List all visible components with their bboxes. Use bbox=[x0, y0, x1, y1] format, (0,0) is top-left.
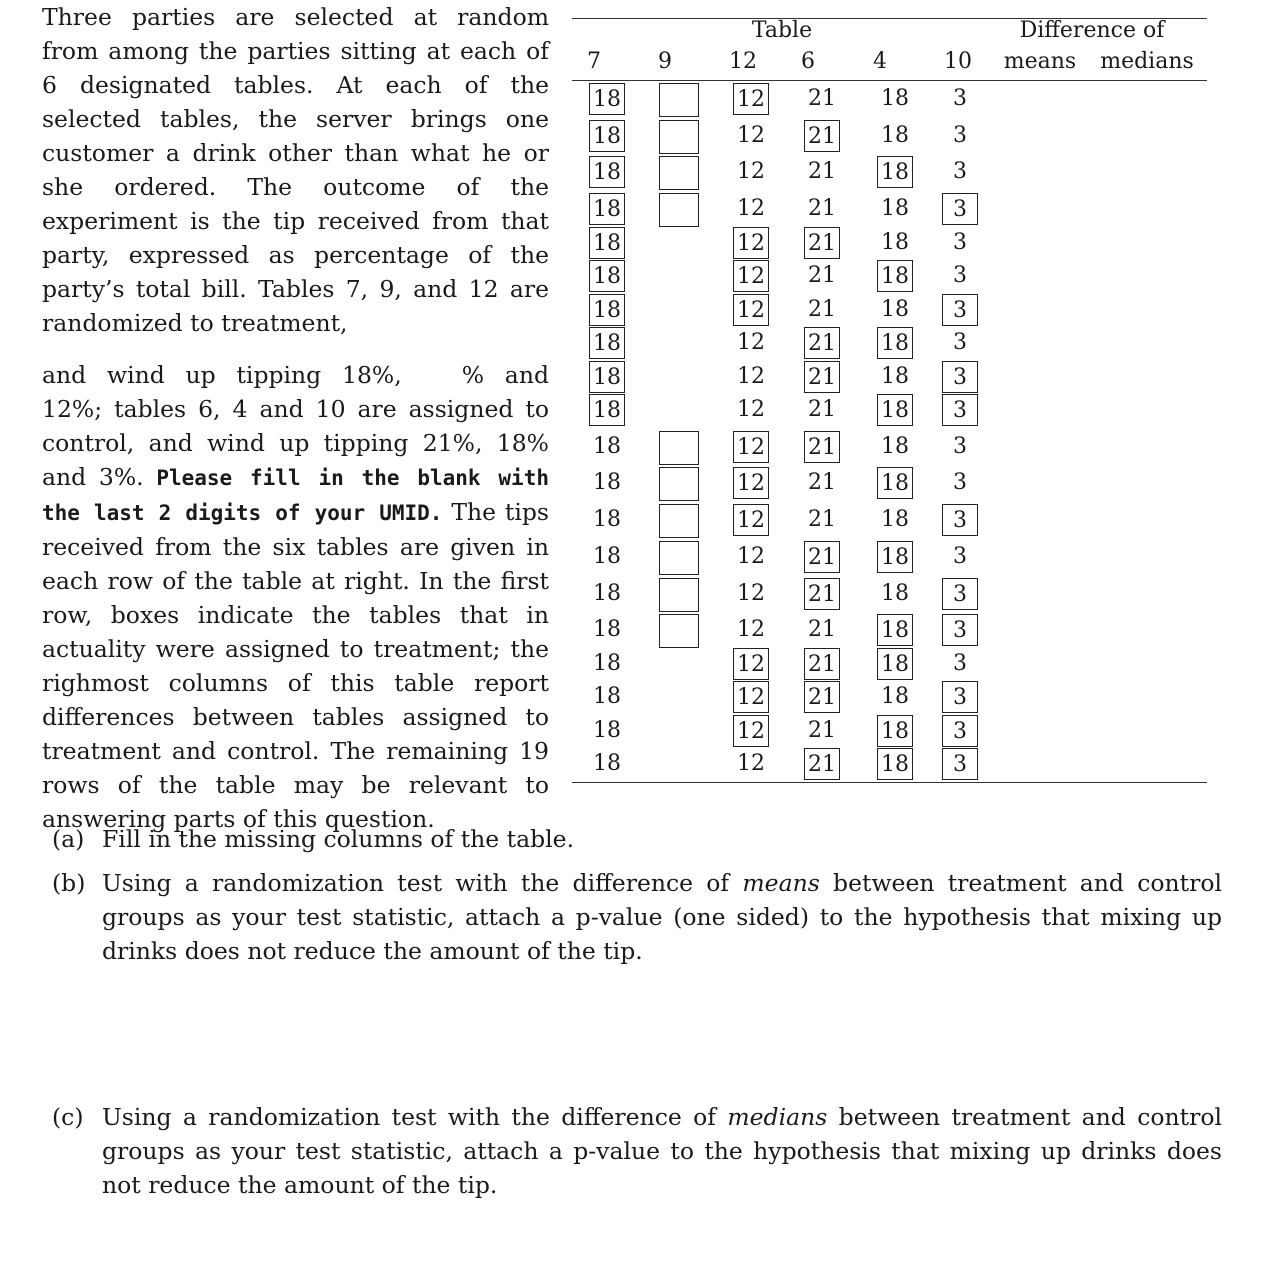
table-cell: 18 bbox=[593, 434, 621, 459]
table-cell: 18 bbox=[881, 684, 909, 709]
question-b-emphasis: means bbox=[742, 869, 820, 897]
table-cell[interactable] bbox=[659, 467, 699, 501]
table-cell: 18 bbox=[877, 467, 913, 499]
table-cell bbox=[661, 681, 697, 713]
problem-intro bbox=[42, 0, 549, 836]
table-cell: 3 bbox=[953, 651, 967, 676]
table-cell: 18 bbox=[593, 470, 621, 495]
table-cell: 18 bbox=[593, 544, 621, 569]
table-cell: 18 bbox=[589, 294, 625, 326]
table-cell: 18 bbox=[589, 193, 625, 225]
table-cell: 21 bbox=[808, 718, 836, 743]
table-cell: 21 bbox=[808, 470, 836, 495]
table-cell bbox=[661, 227, 697, 259]
table-cell: 18 bbox=[877, 715, 913, 747]
table-cell bbox=[661, 361, 697, 393]
table-cell: 18 bbox=[881, 196, 909, 221]
table-cell bbox=[661, 648, 697, 680]
table-cell: 21 bbox=[804, 748, 840, 780]
table-cell[interactable] bbox=[659, 193, 699, 227]
table-cell: 21 bbox=[804, 648, 840, 680]
question-a-text: Fill in the missing columns of the table. bbox=[102, 825, 575, 853]
table-cell: 21 bbox=[804, 431, 840, 463]
table-cell: 3 bbox=[953, 230, 967, 255]
table-cell: 21 bbox=[804, 681, 840, 713]
table-group-header: Table bbox=[751, 18, 813, 43]
table-cell: 21 bbox=[808, 617, 836, 642]
table-cell: 12 bbox=[737, 123, 765, 148]
table-cell[interactable] bbox=[659, 156, 699, 190]
table-cell: 18 bbox=[589, 260, 625, 292]
intro-tips-c: The tips received from the six tables are given in each row of the table at right. In the first row, boxes indicate the tables that in actuality were assigned to treatment; the righmost columns of this table report differences between tables assigned to treatment and control. The remaining 19 rows of the table may be relevant to answering parts of this question. bbox=[42, 498, 549, 833]
table-cell bbox=[661, 715, 697, 747]
column-header-9: 9 bbox=[658, 49, 672, 74]
table-cell: 18 bbox=[593, 718, 621, 743]
column-header-10: 10 bbox=[944, 49, 972, 74]
question-b-pre: Using a randomization test with the difference of bbox=[102, 869, 730, 897]
table-cell: 18 bbox=[877, 327, 913, 359]
table-cell: 18 bbox=[593, 581, 621, 606]
table-cell: 12 bbox=[733, 83, 769, 115]
randomization-table bbox=[572, 0, 1207, 790]
table-cell: 18 bbox=[593, 684, 621, 709]
table-bottom-rule bbox=[572, 782, 1207, 783]
table-cell bbox=[661, 294, 697, 326]
table-cell: 12 bbox=[733, 227, 769, 259]
table-cell: 12 bbox=[733, 715, 769, 747]
table-cell: 3 bbox=[953, 434, 967, 459]
table-cell: 12 bbox=[733, 260, 769, 292]
table-cell[interactable] bbox=[659, 120, 699, 154]
table-cell: 18 bbox=[593, 507, 621, 532]
question-b-label: (b) bbox=[52, 869, 86, 897]
table-cell: 18 bbox=[589, 361, 625, 393]
intro-tips-a: and wind up tipping 18%, bbox=[42, 361, 402, 389]
column-header-6: 6 bbox=[801, 49, 815, 74]
column-header-4: 4 bbox=[873, 49, 887, 74]
table-cell: 12 bbox=[737, 397, 765, 422]
question-c-pre: Using a randomization test with the difference of bbox=[102, 1103, 716, 1131]
question-a-label: (a) bbox=[52, 825, 85, 853]
table-cell: 18 bbox=[881, 230, 909, 255]
question-list bbox=[52, 822, 1222, 1202]
table-cell: 21 bbox=[808, 263, 836, 288]
table-cell[interactable] bbox=[659, 541, 699, 575]
question-c-post: between treatment and control groups as your test statistic, attach a p-value to the hypothesis that mixing up drinks does not reduce the amount of the tip. bbox=[102, 1103, 1222, 1199]
table-cell: 12 bbox=[737, 196, 765, 221]
table-cell: 3 bbox=[942, 361, 978, 393]
table-cell: 18 bbox=[593, 617, 621, 642]
table-cell: 3 bbox=[942, 614, 978, 646]
table-cell: 18 bbox=[881, 507, 909, 532]
table-cell: 12 bbox=[733, 467, 769, 499]
table-cell: 3 bbox=[942, 715, 978, 747]
medians-header: medians bbox=[1100, 49, 1194, 74]
table-cell: 18 bbox=[881, 123, 909, 148]
table-cell: 21 bbox=[804, 327, 840, 359]
table-cell: 12 bbox=[733, 681, 769, 713]
table-cell bbox=[661, 327, 697, 359]
table-cell: 18 bbox=[877, 394, 913, 426]
table-cell: 21 bbox=[808, 159, 836, 184]
table-cell: 18 bbox=[593, 651, 621, 676]
table-cell: 21 bbox=[804, 541, 840, 573]
table-cell: 21 bbox=[804, 120, 840, 152]
question-a bbox=[52, 822, 1222, 856]
question-c bbox=[52, 1100, 1222, 1202]
table-cell: 21 bbox=[808, 86, 836, 111]
table-cell: 18 bbox=[589, 327, 625, 359]
table-cell: 12 bbox=[733, 504, 769, 536]
table-cell: 3 bbox=[953, 544, 967, 569]
table-cell: 18 bbox=[881, 297, 909, 322]
table-cell: 21 bbox=[808, 297, 836, 322]
table-cell: 12 bbox=[737, 751, 765, 776]
intro-paragraph-1: Three parties are selected at random from among the parties sitting at each of 6 designated tables. At each of the selected tables, the server brings one customer a drink other than what he or she ordered. The outcome of the experiment is the tip received from that party, expressed as percentage of the party’s total bill. Tables 7, 9, and 12 are randomized to treatment, bbox=[42, 3, 549, 337]
table-cell: 18 bbox=[589, 156, 625, 188]
table-cell: 3 bbox=[953, 263, 967, 288]
table-cell: 12 bbox=[737, 330, 765, 355]
column-header-7: 7 bbox=[587, 49, 601, 74]
table-cell: 12 bbox=[737, 364, 765, 389]
table-cell: 18 bbox=[877, 260, 913, 292]
table-header-rule bbox=[572, 80, 1207, 81]
table-cell: 12 bbox=[737, 544, 765, 569]
table-cell: 12 bbox=[733, 431, 769, 463]
table-cell: 21 bbox=[804, 578, 840, 610]
table-cell: 3 bbox=[942, 394, 978, 426]
difference-header: Difference of bbox=[1019, 18, 1165, 43]
question-c-emphasis: medians bbox=[727, 1103, 828, 1131]
table-cell bbox=[661, 748, 697, 780]
table-cell: 12 bbox=[733, 294, 769, 326]
table-cell: 18 bbox=[877, 748, 913, 780]
table-cell: 18 bbox=[881, 434, 909, 459]
table-cell: 12 bbox=[733, 648, 769, 680]
column-header-12: 12 bbox=[729, 49, 757, 74]
table-cell: 21 bbox=[804, 361, 840, 393]
table-cell: 3 bbox=[942, 578, 978, 610]
table-cell: 18 bbox=[881, 364, 909, 389]
table-cell: 3 bbox=[942, 294, 978, 326]
table-cell: 3 bbox=[942, 748, 978, 780]
table-cell[interactable] bbox=[659, 83, 699, 117]
question-b-post: between treatment and control groups as your test statistic, attach a p-value (one sided) to the hypothesis that mixing up drinks does not reduce the amount of the tip. bbox=[102, 869, 1222, 965]
table-cell: 3 bbox=[942, 504, 978, 536]
table-cell: 21 bbox=[804, 227, 840, 259]
table-cell: 12 bbox=[737, 617, 765, 642]
table-cell: 21 bbox=[808, 196, 836, 221]
table-cell: 18 bbox=[881, 86, 909, 111]
table-cell[interactable] bbox=[659, 614, 699, 648]
means-header: means bbox=[1003, 49, 1077, 74]
table-cell: 3 bbox=[942, 681, 978, 713]
table-cell: 12 bbox=[737, 159, 765, 184]
table-cell: 18 bbox=[877, 541, 913, 573]
table-cell: 18 bbox=[593, 751, 621, 776]
table-cell[interactable] bbox=[659, 431, 699, 465]
question-c-label: (c) bbox=[52, 1103, 84, 1131]
table-cell: 18 bbox=[877, 648, 913, 680]
table-cell: 21 bbox=[808, 507, 836, 532]
table-cell: 18 bbox=[589, 227, 625, 259]
question-b bbox=[52, 866, 1222, 968]
table-cell: 18 bbox=[881, 581, 909, 606]
table-cell: 18 bbox=[589, 120, 625, 152]
table-cell: 21 bbox=[808, 397, 836, 422]
table-cell: 12 bbox=[737, 581, 765, 606]
umid-instruction: Please fill in the blank with the last 2 digits of your UMID. bbox=[42, 466, 549, 525]
table-cell: 18 bbox=[589, 83, 625, 115]
table-cell: 18 bbox=[877, 156, 913, 188]
table-cell: 3 bbox=[953, 470, 967, 495]
table-cell: 3 bbox=[953, 159, 967, 184]
table-cell: 18 bbox=[589, 394, 625, 426]
table-cell: 3 bbox=[953, 330, 967, 355]
table-cell bbox=[661, 394, 697, 426]
table-cell: 3 bbox=[953, 123, 967, 148]
table-cell: 3 bbox=[942, 193, 978, 225]
table-cell[interactable] bbox=[659, 504, 699, 538]
intro-tips-b: % and 12%; tables 6, 4 and 10 are assigned to control, and wind up tipping 21%, 18% and 3%. bbox=[42, 361, 549, 491]
table-cell: 3 bbox=[953, 86, 967, 111]
intro-paragraph-2 bbox=[42, 358, 549, 836]
table-cell[interactable] bbox=[659, 578, 699, 612]
table-cell: 18 bbox=[877, 614, 913, 646]
table-cell bbox=[661, 260, 697, 292]
